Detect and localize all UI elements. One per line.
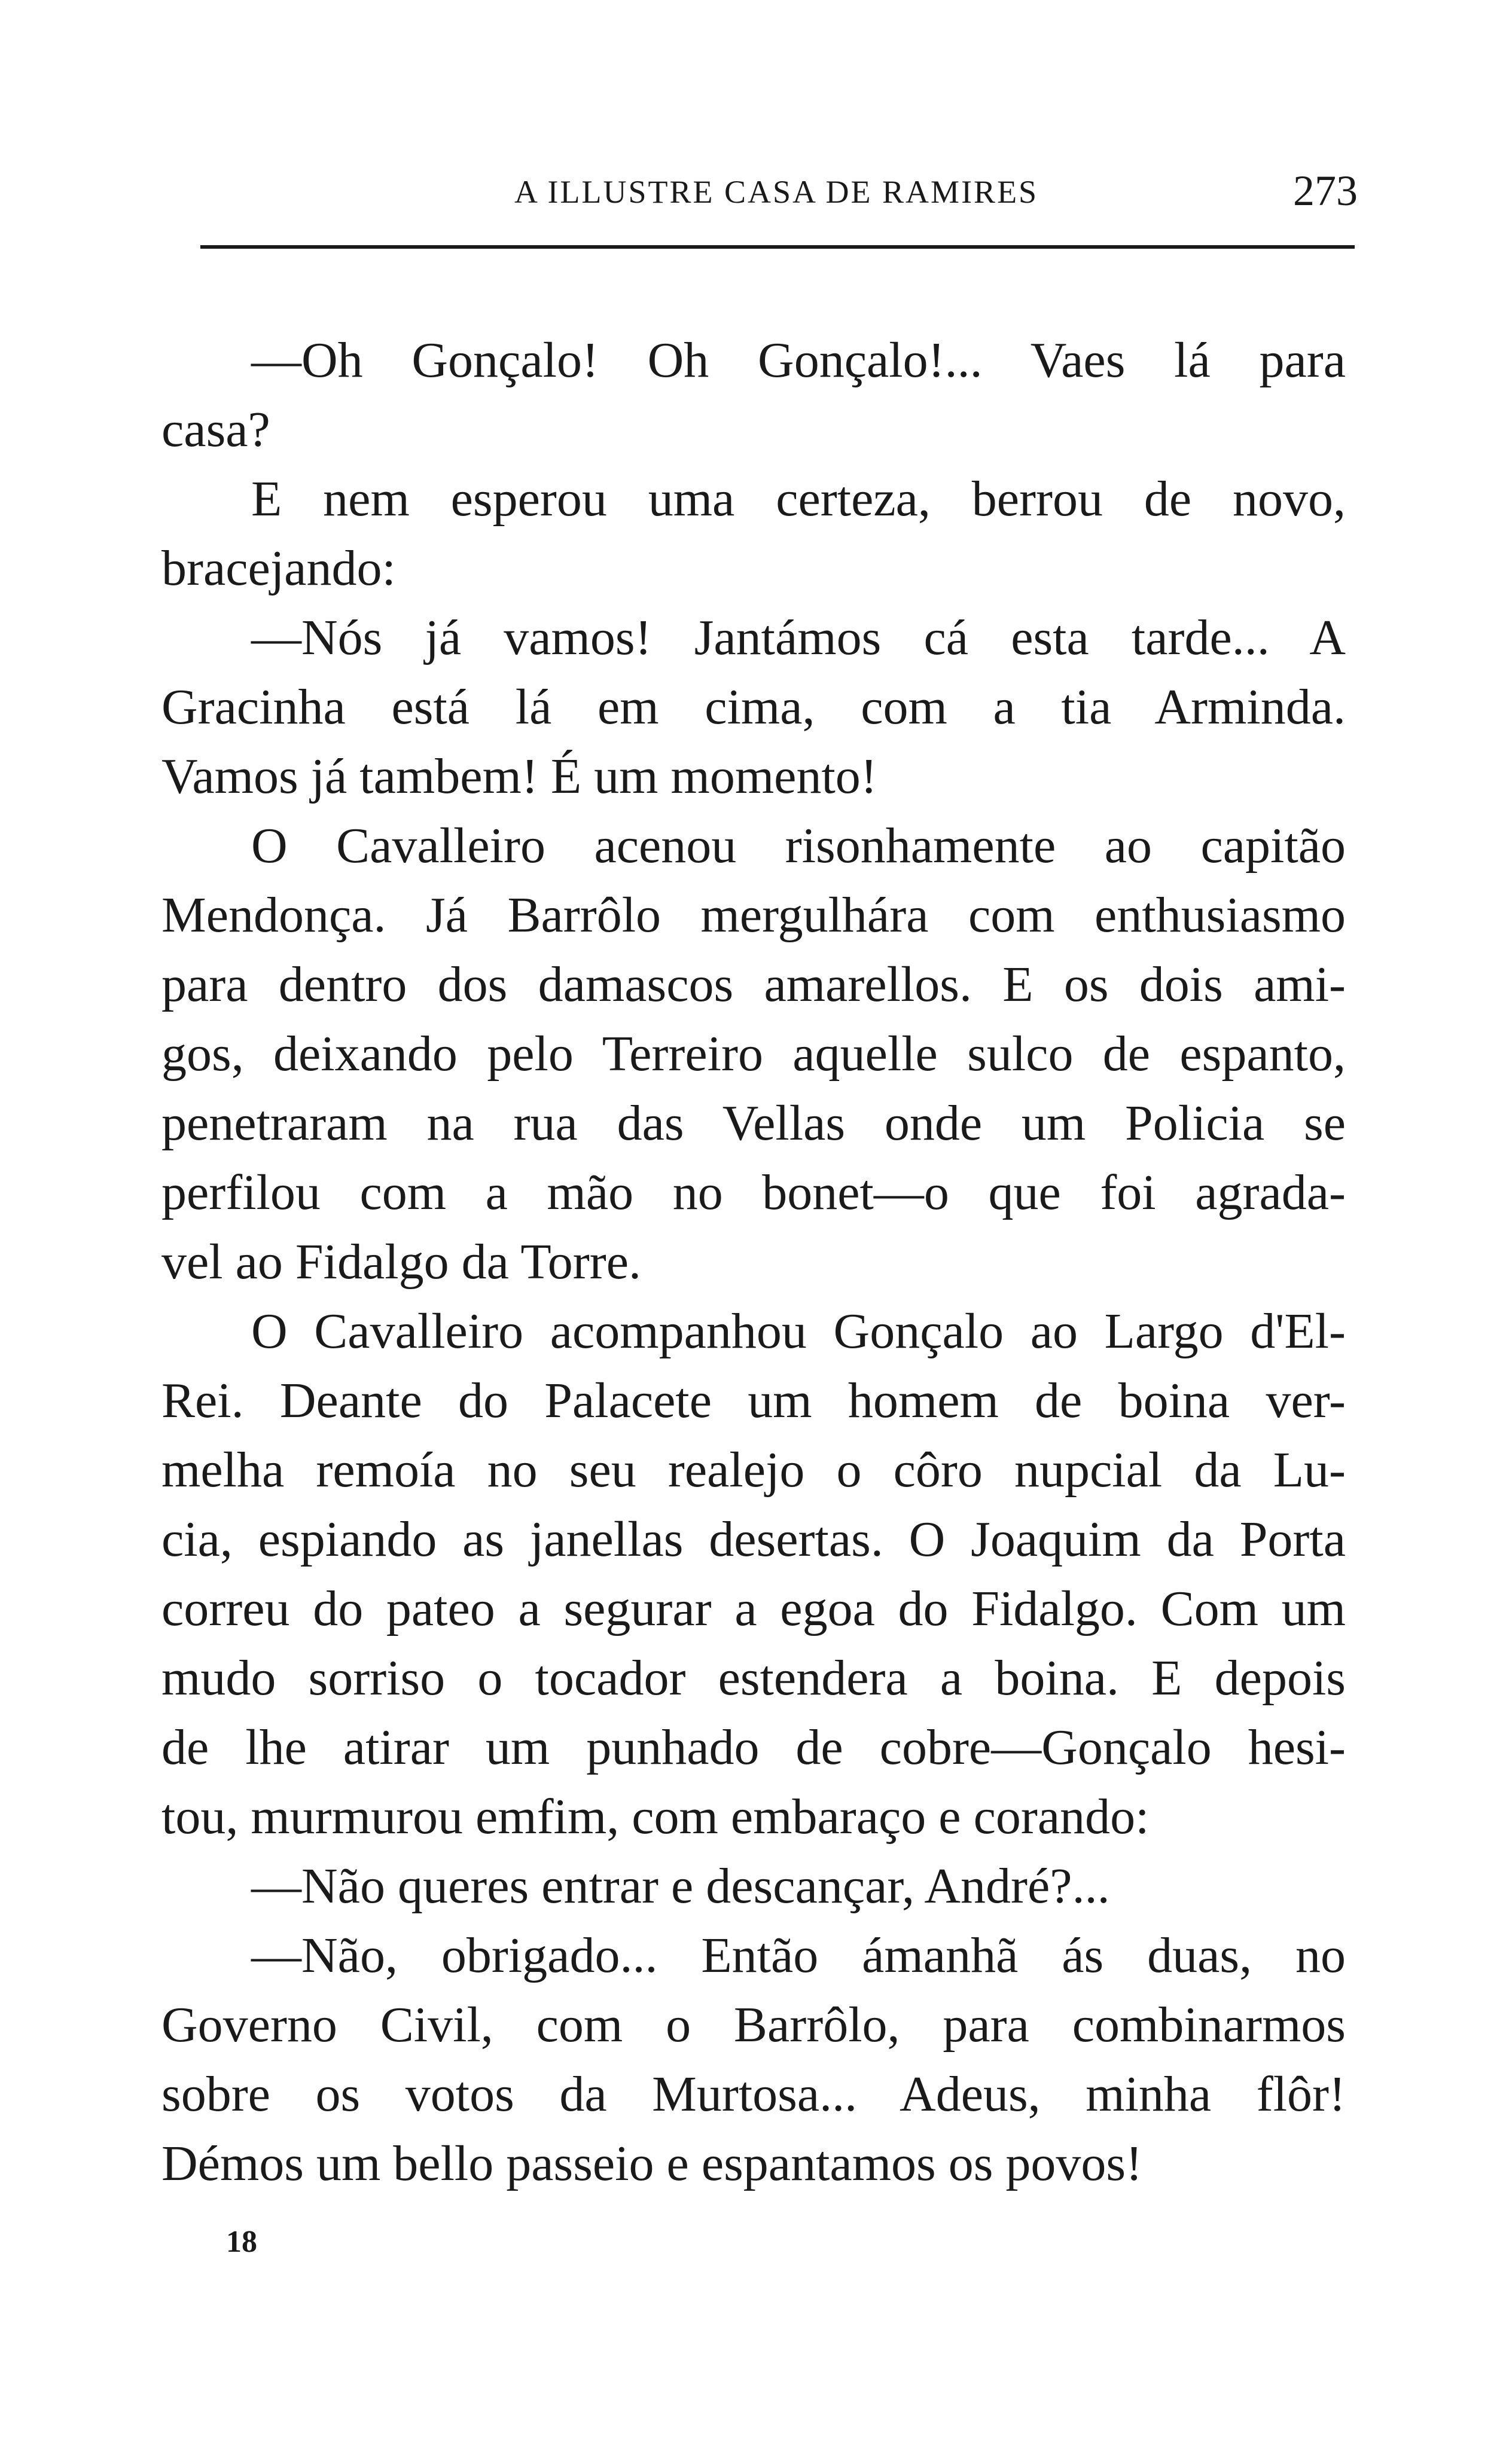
text-line: E nem esperou uma certeza, berrou de novo, [251,471,1346,527]
text-line: tou, murmurou emfim, com embaraço e corando: [161,1789,1150,1845]
text-line: O Cavalleiro acenou risonhamente ao capitão [251,818,1346,874]
text-line: de lhe atirar um punhado de cobre—Gonçalo hesi- [161,1720,1346,1775]
text-line: —Não queres entrar e descançar, André?... [251,1858,1110,1914]
text-line: correu do pateo a segurar a egoa do Fidalgo. Com um [161,1581,1346,1636]
text-line: penetraram na rua das Vellas onde um Policia se [161,1095,1346,1151]
text-line: —Nós já vamos! Jantámos cá esta tarde... A [251,610,1346,665]
text-line: casa? [161,402,270,457]
text-line: vel ao Fidalgo da Torre. [161,1234,642,1290]
text-line: sobre os votos da Murtosa... Adeus, minha flôr! [161,2066,1346,2122]
text-line: para dentro dos damascos amarellos. E os dois ami- [161,957,1346,1012]
running-title: A ILLUSTRE CASA DE RAMIRES [514,174,1039,210]
body-text [161,326,1346,2199]
text-line: Démos um bello passeio e espantamos os povos! [161,2136,1143,2191]
text-line: Mendonça. Já Barrôlo mergulhára com enthusiasmo [161,887,1346,943]
text-line: O Cavalleiro acompanhou Gonçalo ao Largo d'El- [251,1303,1346,1359]
text-line: Rei. Deante do Palacete um homem de boina ver- [161,1373,1346,1428]
text-line: Vamos já tambem! É um momento! [161,749,877,804]
text-line: —Oh Gonçalo! Oh Gonçalo!... Vaes lá para [251,332,1346,388]
text-line: gos, deixando pelo Terreiro aquelle sulco de espanto, [161,1026,1346,1082]
text-line: perfilou com a mão no bonet—o que foi agrada- [161,1165,1346,1220]
header-rule [200,245,1355,249]
text-line: Gracinha está lá em cima, com a tia Arminda. [161,679,1346,735]
text-line: cia, espiando as janellas desertas. O Joaquim da Porta [161,1512,1346,1567]
text-line: Governo Civil, com o Barrôlo, para combinarmos [161,1997,1346,2053]
signature-mark: 18 [226,2225,257,2259]
text-line: melha remoía no seu realejo o côro nupcial da Lu- [161,1442,1346,1498]
text-line: bracejando: [161,541,396,596]
running-head [209,163,1358,216]
page-number: 273 [1293,167,1358,215]
text-line: mudo sorriso o tocador estendera a boina. E depois [161,1650,1346,1706]
text-line: —Não, obrigado... Então ámanhã ás duas, no [251,1928,1346,1983]
